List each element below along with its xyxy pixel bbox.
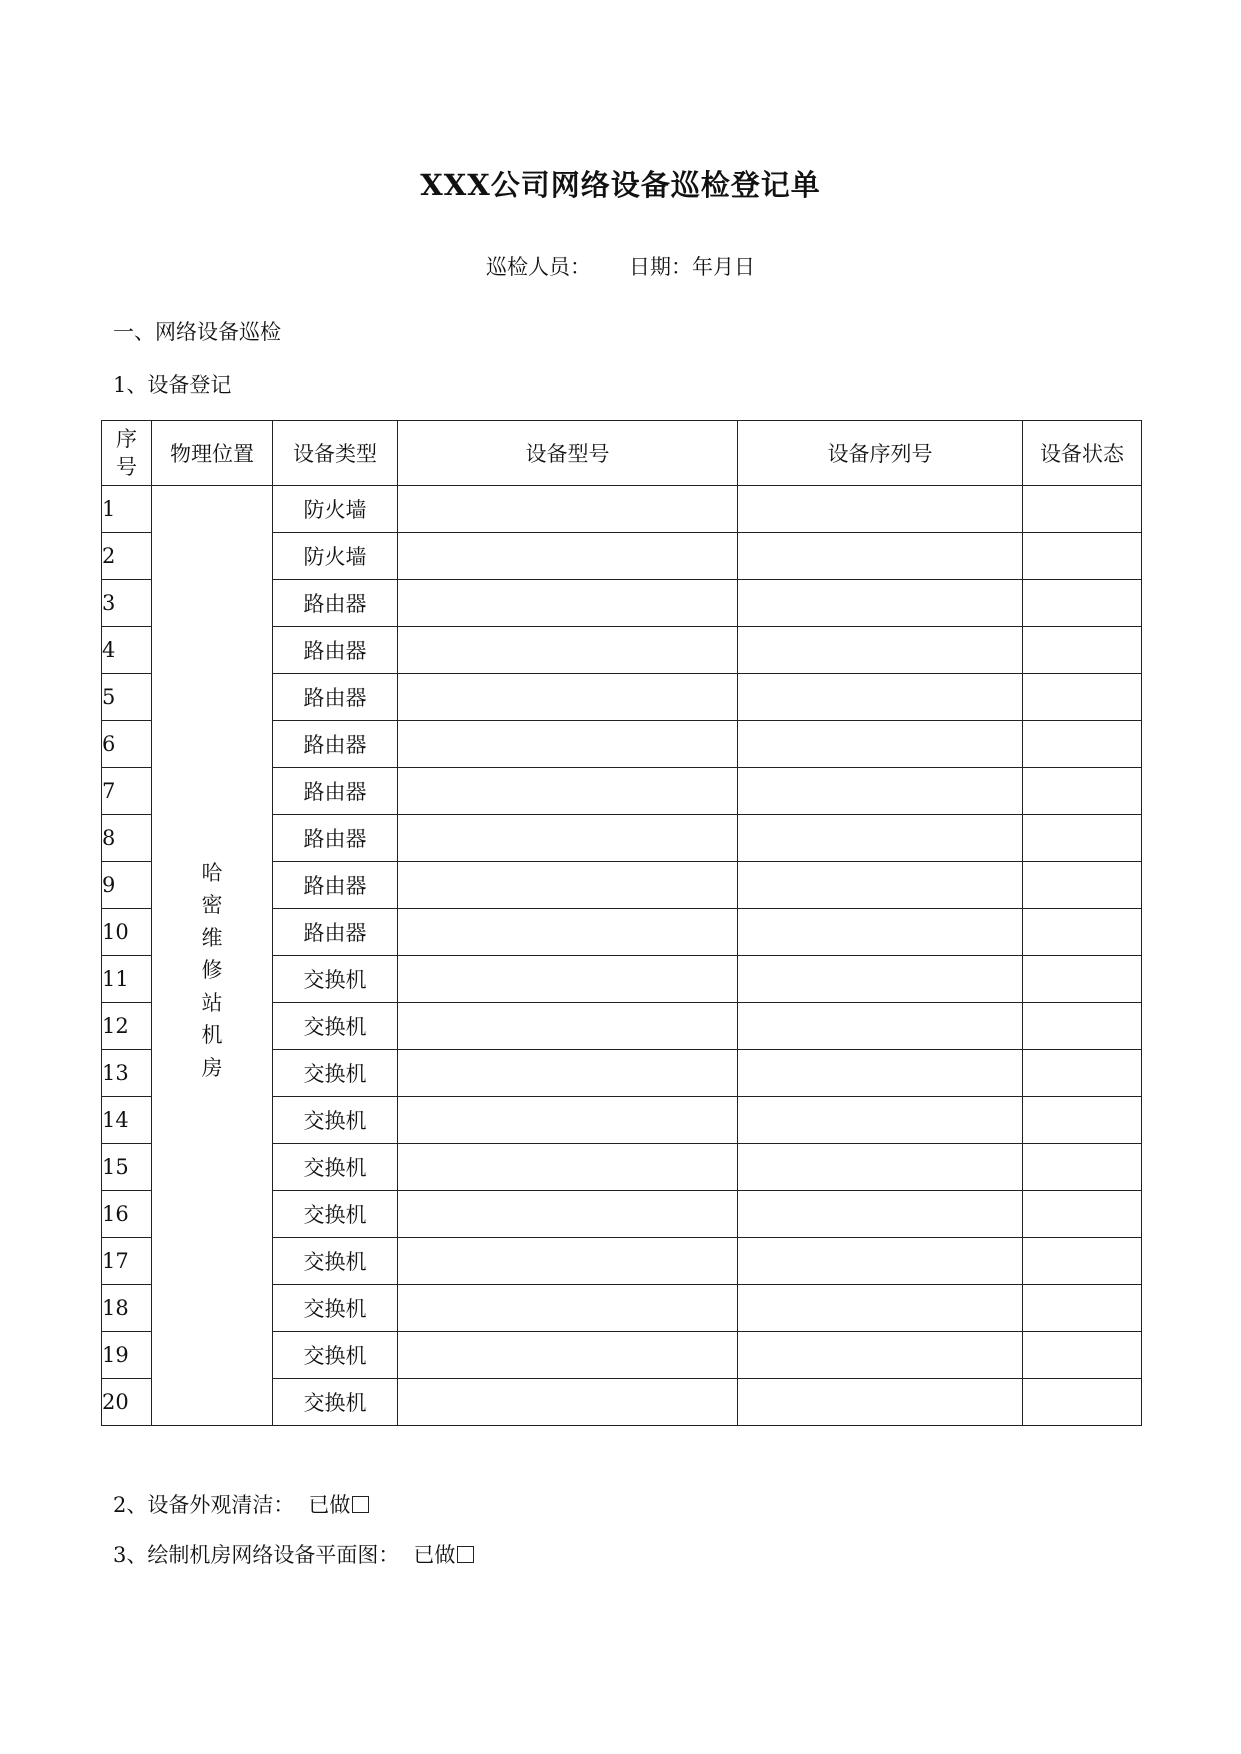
- cell-model[interactable]: [398, 1379, 738, 1426]
- cell-seq: 6: [102, 721, 152, 768]
- cell-serial[interactable]: [738, 1050, 1023, 1097]
- cell-model[interactable]: [398, 1191, 738, 1238]
- cell-status[interactable]: [1023, 1332, 1142, 1379]
- location-text: 哈密维修站机房: [201, 860, 223, 1080]
- cell-model[interactable]: [398, 486, 738, 533]
- cell-model[interactable]: [398, 1332, 738, 1379]
- table-row: [102, 486, 1142, 533]
- cell-status[interactable]: [1023, 815, 1142, 862]
- cell-serial[interactable]: [738, 1191, 1023, 1238]
- cell-model[interactable]: [398, 815, 738, 862]
- cell-status[interactable]: [1023, 1191, 1142, 1238]
- cell-serial[interactable]: [738, 956, 1023, 1003]
- checkbox[interactable]: [352, 1496, 369, 1513]
- check-appearance-cleaning: [113, 1489, 369, 1519]
- cell-serial[interactable]: [738, 815, 1023, 862]
- cell-status[interactable]: [1023, 627, 1142, 674]
- cell-type: 交换机: [273, 1332, 398, 1379]
- cell-serial[interactable]: [738, 909, 1023, 956]
- cell-serial[interactable]: [738, 1379, 1023, 1426]
- cell-status[interactable]: [1023, 1097, 1142, 1144]
- cell-model[interactable]: [398, 956, 738, 1003]
- cell-serial[interactable]: [738, 627, 1023, 674]
- cell-model[interactable]: [398, 862, 738, 909]
- cell-model[interactable]: [398, 721, 738, 768]
- cell-seq: 5: [102, 674, 152, 721]
- cell-status[interactable]: [1023, 1050, 1142, 1097]
- cell-seq: 4: [102, 627, 152, 674]
- cell-seq: 15: [102, 1144, 152, 1191]
- section-heading: 一、网络设备巡检: [113, 320, 281, 344]
- cell-model[interactable]: [398, 627, 738, 674]
- header-seq: 序号: [102, 421, 152, 486]
- cell-model[interactable]: [398, 533, 738, 580]
- cell-serial[interactable]: [738, 1097, 1023, 1144]
- header-type: 设备类型: [273, 421, 398, 486]
- subsection-heading: 1、设备登记: [113, 373, 232, 397]
- cell-serial[interactable]: [738, 1285, 1023, 1332]
- cell-location: [152, 486, 273, 1426]
- cell-serial[interactable]: [738, 580, 1023, 627]
- cell-type: 交换机: [273, 1003, 398, 1050]
- cell-model[interactable]: [398, 1097, 738, 1144]
- cell-seq: 9: [102, 862, 152, 909]
- cell-status[interactable]: [1023, 1285, 1142, 1332]
- cell-model[interactable]: [398, 580, 738, 627]
- cell-model[interactable]: [398, 1238, 738, 1285]
- cell-serial[interactable]: [738, 674, 1023, 721]
- cell-status[interactable]: [1023, 1003, 1142, 1050]
- cell-seq: 12: [102, 1003, 152, 1050]
- table-body: [102, 486, 1142, 1426]
- cell-seq: 1: [102, 486, 152, 533]
- cell-type: 路由器: [273, 862, 398, 909]
- cell-serial[interactable]: [738, 1238, 1023, 1285]
- cell-type: 交换机: [273, 1144, 398, 1191]
- cell-type: 交换机: [273, 1191, 398, 1238]
- cell-seq: 14: [102, 1097, 152, 1144]
- cell-seq: 11: [102, 956, 152, 1003]
- cell-type: 防火墙: [273, 486, 398, 533]
- header-model: 设备型号: [398, 421, 738, 486]
- cell-status[interactable]: [1023, 1238, 1142, 1285]
- cell-status[interactable]: [1023, 909, 1142, 956]
- cell-type: 路由器: [273, 815, 398, 862]
- cell-status[interactable]: [1023, 580, 1142, 627]
- cell-model[interactable]: [398, 768, 738, 815]
- header-location: 物理位置: [152, 421, 273, 486]
- cell-serial[interactable]: [738, 486, 1023, 533]
- check-label: 3、绘制机房网络设备平面图：: [113, 1543, 400, 1567]
- header-serial: 设备序列号: [738, 421, 1023, 486]
- inspector-label: 巡检人员：: [486, 255, 591, 279]
- cell-serial[interactable]: [738, 1144, 1023, 1191]
- cell-status[interactable]: [1023, 956, 1142, 1003]
- cell-seq: 10: [102, 909, 152, 956]
- cell-type: 路由器: [273, 721, 398, 768]
- cell-type: 防火墙: [273, 533, 398, 580]
- check-option-label: 已做: [308, 1493, 351, 1517]
- device-registration-table: [101, 420, 1142, 1426]
- cell-seq: 13: [102, 1050, 152, 1097]
- cell-status[interactable]: [1023, 768, 1142, 815]
- cell-type: 路由器: [273, 627, 398, 674]
- cell-type: 交换机: [273, 1238, 398, 1285]
- cell-type: 交换机: [273, 1379, 398, 1426]
- cell-type: 路由器: [273, 909, 398, 956]
- checkbox[interactable]: [457, 1546, 474, 1563]
- cell-model[interactable]: [398, 909, 738, 956]
- document-title: XXX公司网络设备巡检登记单: [420, 168, 821, 202]
- cell-status[interactable]: [1023, 721, 1142, 768]
- cell-seq: 7: [102, 768, 152, 815]
- header-status: 设备状态: [1023, 421, 1142, 486]
- cell-serial[interactable]: [738, 862, 1023, 909]
- cell-status[interactable]: [1023, 533, 1142, 580]
- check-option-label: 已做: [413, 1543, 456, 1567]
- cell-type: 交换机: [273, 956, 398, 1003]
- date-label: 日期：年月日: [629, 255, 755, 279]
- inspection-meta: [0, 251, 1241, 281]
- cell-serial[interactable]: [738, 1003, 1023, 1050]
- cell-type: 交换机: [273, 1097, 398, 1144]
- check-label: 2、设备外观清洁：: [113, 1493, 295, 1517]
- cell-seq: 8: [102, 815, 152, 862]
- cell-seq: 19: [102, 1332, 152, 1379]
- cell-serial[interactable]: [738, 721, 1023, 768]
- cell-seq: 17: [102, 1238, 152, 1285]
- cell-model[interactable]: [398, 1285, 738, 1332]
- table-header-row: [102, 421, 1142, 486]
- cell-model[interactable]: [398, 1144, 738, 1191]
- cell-serial[interactable]: [738, 1332, 1023, 1379]
- cell-status[interactable]: [1023, 1144, 1142, 1191]
- cell-type: 交换机: [273, 1050, 398, 1097]
- cell-seq: 3: [102, 580, 152, 627]
- cell-serial[interactable]: [738, 768, 1023, 815]
- cell-model[interactable]: [398, 674, 738, 721]
- cell-status[interactable]: [1023, 674, 1142, 721]
- cell-serial[interactable]: [738, 533, 1023, 580]
- cell-model[interactable]: [398, 1003, 738, 1050]
- cell-type: 路由器: [273, 674, 398, 721]
- cell-status[interactable]: [1023, 486, 1142, 533]
- cell-type: 交换机: [273, 1285, 398, 1332]
- cell-status[interactable]: [1023, 862, 1142, 909]
- check-floor-plan: [113, 1539, 474, 1569]
- cell-type: 路由器: [273, 768, 398, 815]
- cell-seq: 2: [102, 533, 152, 580]
- cell-type: 路由器: [273, 580, 398, 627]
- cell-seq: 18: [102, 1285, 152, 1332]
- cell-model[interactable]: [398, 1050, 738, 1097]
- cell-status[interactable]: [1023, 1379, 1142, 1426]
- cell-seq: 16: [102, 1191, 152, 1238]
- cell-seq: 20: [102, 1379, 152, 1426]
